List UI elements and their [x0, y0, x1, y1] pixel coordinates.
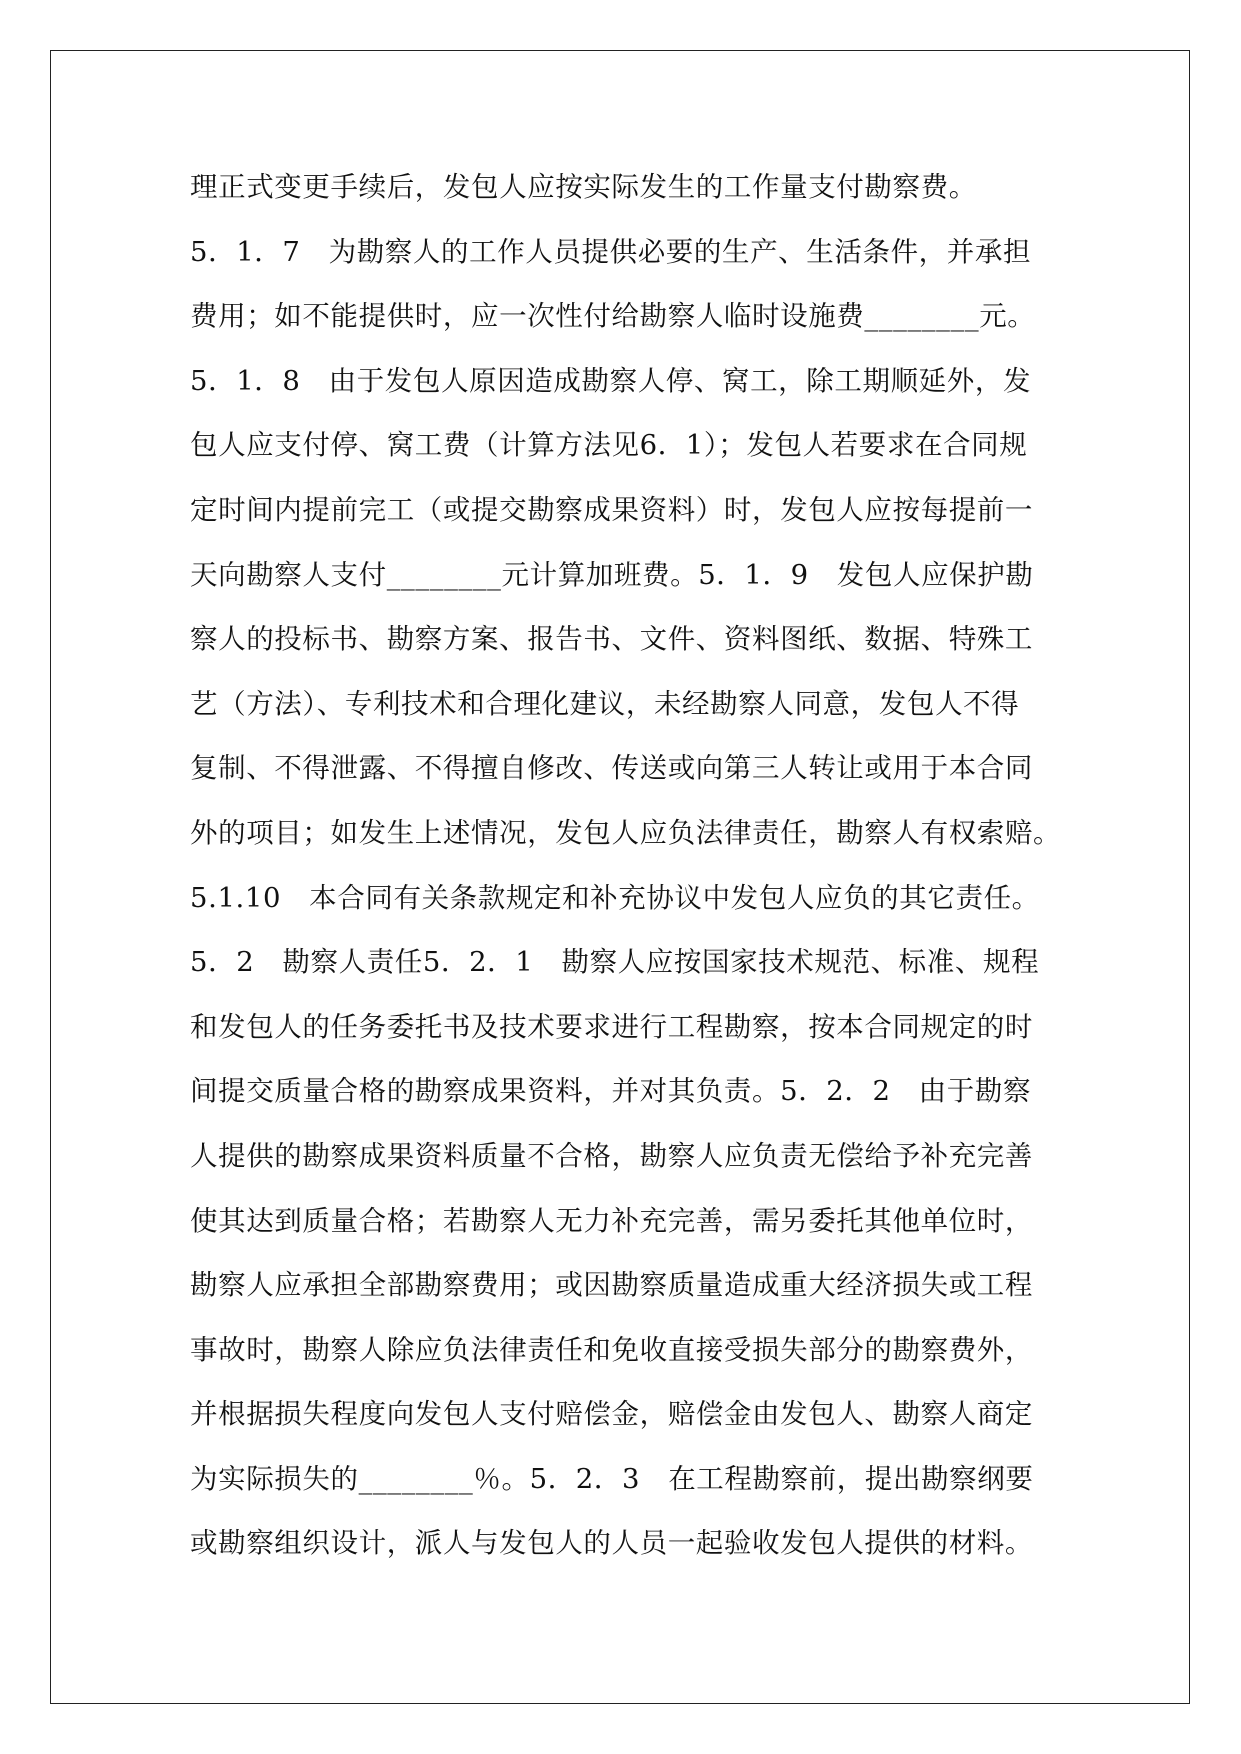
text-line: 定时间内提前完工（或提交勘察成果资料）时，发包人应按每提前一 — [190, 493, 1033, 526]
text-line: 5．1．7 为勘察人的工作人员提供必要的生产、生活条件，并承担 — [190, 235, 1032, 268]
text-line: 察人的投标书、勘察方案、报告书、文件、资料图纸、数据、特殊工 — [190, 623, 1033, 656]
text-line: 使其达到质量合格；若勘察人无力补充完善，需另委托其他单位时， — [190, 1204, 1033, 1237]
contract-text-body — [190, 155, 1070, 1576]
text-line: 并根据损失程度向发包人支付赔偿金，赔偿金由发包人、勘察人商定 — [190, 1398, 1033, 1431]
text-line: 事故时，勘察人除应负法律责任和免收直接受损失部分的勘察费外， — [190, 1333, 1033, 1366]
text-line: 外的项目；如发生上述情况，发包人应负法律责任，勘察人有权索赔。 — [190, 816, 1062, 849]
text-line: 复制、不得泄露、不得擅自修改、传送或向第三人转让或用于本合同 — [190, 752, 1033, 785]
text-line: 艺（方法）、专利技术和合理化建议，未经勘察人同意，发包人不得 — [190, 687, 1020, 720]
text-line: 费用；如不能提供时，应一次性付给勘察人临时设施费________元。 — [190, 300, 1036, 333]
text-line: 间提交质量合格的勘察成果资料，并对其负责。5．2．2 由于勘察 — [190, 1075, 1032, 1108]
text-line: 理正式变更手续后，发包人应按实际发生的工作量支付勘察费。 — [190, 171, 977, 203]
text-line: 人提供的勘察成果资料质量不合格，勘察人应负责无偿给予补充完善 — [190, 1139, 1033, 1172]
text-line: 5．1．8 由于发包人原因造成勘察人停、窝工，除工期顺延外，发 — [190, 364, 1032, 397]
text-line: 5．2 勘察人责任5．2．1 勘察人应按国家技术规范、标准、规程 — [190, 946, 1040, 979]
text-line: 为实际损失的________％。5．2．3 在工程勘察前，提出勘察纲要 — [190, 1462, 1034, 1495]
text-line: 勘察人应承担全部勘察费用；或因勘察质量造成重大经济损失或工程 — [190, 1269, 1033, 1302]
text-line: 天向勘察人支付________元计算加班费。5．1．9 发包人应保护勘 — [190, 558, 1034, 591]
text-line: 和发包人的任务委托书及技术要求进行工程勘察，按本合同规定的时 — [190, 1010, 1033, 1043]
text-line: 或勘察组织设计，派人与发包人的人员一起验收发包人提供的材料。 — [190, 1527, 1033, 1560]
text-line: 5.1.10 本合同有关条款规定和补充协议中发包人应负的其它责任。 — [190, 881, 1040, 914]
text-line: 包人应支付停、窝工费（计算方法见6．1）；发包人若要求在合同规 — [190, 429, 1028, 462]
